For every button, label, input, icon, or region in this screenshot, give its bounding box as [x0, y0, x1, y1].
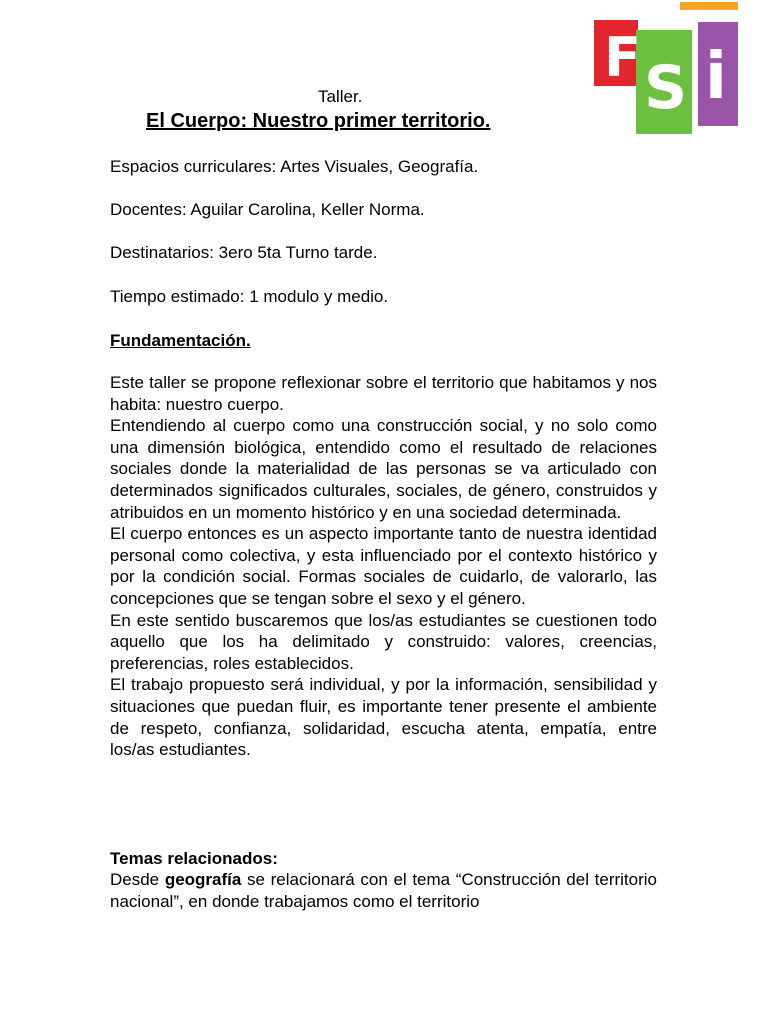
document-kicker: Taller.	[318, 87, 363, 106]
fsi-logo	[592, 0, 742, 140]
fundamentacion-paragraph: El cuerpo entonces es un aspecto importante tanto de nuestra identidad personal como colectiva, y esta influenciado por el contexto histórico y por la condición social. Formas sociales de cuidarlo, de valorarlo, las concepciones que se tengan sobre el sexo y el género.	[110, 524, 657, 608]
meta-destinatarios: Destinatarios: 3ero 5ta Turno tarde.	[110, 243, 378, 262]
fsi-logo-graphic	[592, 0, 742, 140]
temas-intro: Desde	[110, 870, 165, 889]
logo-letter-i: i	[705, 40, 727, 114]
temas-body	[110, 869, 657, 912]
temas-heading: Temas relacionados:	[110, 849, 278, 868]
logo-letter-f: F	[604, 26, 641, 89]
fundamentacion-paragraph: Entendiendo al cuerpo como una construcción social, y no solo como una dimensión biológica, entendido como el resultado de relaciones sociales donde la materialidad de las personas se va articulado con determinados significados culturales, sociales, de género, construidos y atribuidos en un momento histórico y en una sociedad determinada.	[110, 416, 657, 522]
document-title: El Cuerpo: Nuestro primer territorio.	[146, 110, 491, 132]
meta-tiempo: Tiempo estimado: 1 modulo y medio.	[110, 287, 389, 306]
fundamentacion-paragraph: Este taller se propone reflexionar sobre el territorio que habitamos y nos habita: nuestro cuerpo.	[110, 373, 657, 414]
logo-letter-s: S	[644, 53, 688, 123]
fundamentacion-paragraph: El trabajo propuesto será individual, y por la información, sensibilidad y situaciones que puedan fluir, es importante tener presente el ambiente de respeto, confianza, solidaridad, escucha atenta, empatía, entre los/as estudiantes.	[110, 675, 657, 760]
temas-paragraph	[110, 869, 657, 912]
fundamentacion-body	[110, 372, 657, 761]
temas-rest: se relacionará con el tema “Construcción del territorio nacional”, en donde trabajamos como el territorio	[110, 870, 657, 911]
meta-docentes: Docentes: Aguilar Carolina, Keller Norma.	[110, 200, 425, 219]
meta-espacios: Espacios curriculares: Artes Visuales, Geografía.	[110, 157, 479, 176]
fundamentacion-paragraph: En este sentido buscaremos que los/as estudiantes se cuestionen todo aquello que los ha delimitado y construido: valores, creencias, preferencias, roles establecidos.	[110, 610, 657, 673]
fundamentacion-heading: Fundamentación.	[110, 331, 251, 350]
temas-bold-word: geografía	[164, 870, 242, 889]
logo-orange-bar	[680, 2, 738, 10]
